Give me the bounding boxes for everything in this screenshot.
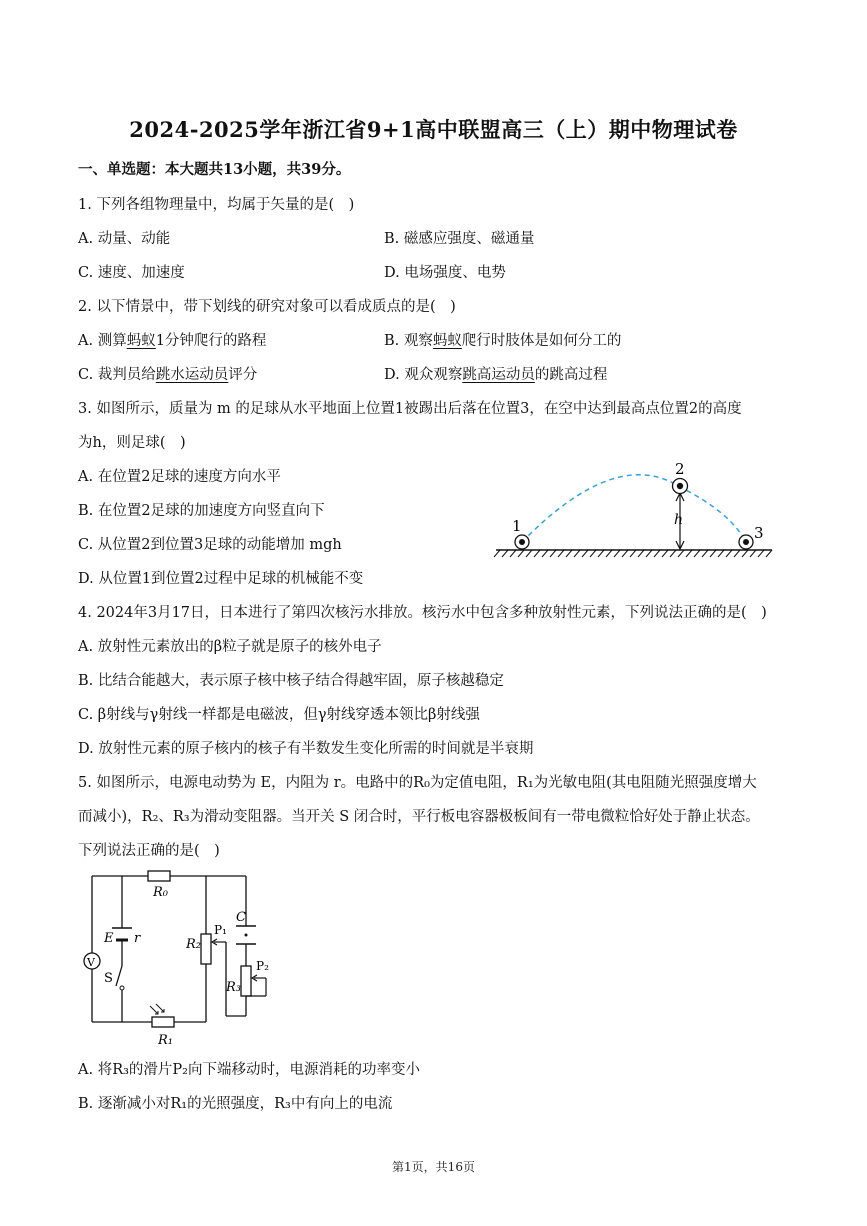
q1-option-a: A. 动量、动能 (78, 231, 171, 247)
q4-option-b: B. 比结合能越大，表示原子核中核子结合得越牢固，原子核越稳定 (78, 673, 504, 689)
q2-option-d: D. 观众观察跳高运动员的跳高过程 (384, 367, 608, 383)
svg-text:r: r (134, 931, 141, 946)
svg-text:V: V (87, 956, 95, 969)
label-position-1: 1 (512, 517, 522, 535)
q1-option-d: D. 电场强度、电势 (384, 265, 506, 281)
q3-stem-line1: 3. 如图所示，质量为 m 的足球从水平地面上位置1被踢出后落在位置3，在空中达到最高点位置2的高度 (78, 401, 742, 417)
trajectory-curve (522, 475, 746, 542)
q2-option-b: B. 观察蚂蚁爬行时肢体是如何分工的 (384, 333, 622, 349)
q5-option-b: B. 逐渐减小对R₁的光照强度，R₃中有向上的电流 (78, 1096, 393, 1112)
q5-option-a: A. 将R₃的滑片P₂向下端移动时，电源消耗的功率变小 (78, 1062, 420, 1078)
page-title: 2024-2025学年浙江省9+1高中联盟高三（上）期中物理试卷 (129, 117, 738, 142)
q2-option-c: C. 裁判员给跳水运动员评分 (78, 367, 258, 383)
label-height: h (674, 512, 684, 528)
q4-option-a: A. 放射性元素放出的β粒子就是原子的核外电子 (78, 639, 382, 655)
projectile-figure (490, 456, 780, 564)
switch-s (116, 966, 122, 986)
page-footer: 第1页，共16页 (392, 1160, 475, 1174)
q2-stem: 2. 以下情景中，带下划线的研究对象可以看成质点的是( ) (78, 299, 456, 315)
svg-text:R₀: R₀ (153, 885, 168, 900)
photoresistor-r1 (152, 1017, 174, 1027)
rheostat-r3 (241, 966, 251, 996)
label-position-3: 3 (754, 524, 764, 542)
q1-option-c: C. 速度、加速度 (78, 265, 185, 281)
q1-option-b: B. 磁感应强度、磁通量 (384, 231, 535, 247)
label-position-2: 2 (675, 460, 685, 478)
svg-text:S: S (104, 971, 113, 986)
svg-text:P₁: P₁ (214, 923, 227, 937)
q3-option-a: A. 在位置2足球的速度方向水平 (78, 469, 281, 485)
q4-option-c: C. β射线与γ射线一样都是电磁波，但γ射线穿透本领比β射线强 (78, 707, 480, 723)
svg-text:E: E (104, 931, 114, 946)
ball-position-2 (673, 479, 688, 494)
q4-option-d: D. 放射性元素的原子核内的核子有半数发生变化所需的时间就是半衰期 (78, 741, 534, 757)
section-heading: 一、单选题：本大题共13小题，共39分。 (78, 161, 351, 178)
rheostat-r2 (201, 934, 211, 964)
q5-stem-line3: 下列说法正确的是( ) (78, 843, 220, 859)
svg-text:R₃: R₃ (226, 980, 241, 995)
ball-position-1 (515, 535, 529, 549)
circuit-figure (76, 866, 286, 1048)
svg-text:R₁: R₁ (158, 1033, 173, 1048)
q3-stem-line2: 为h，则足球( ) (78, 435, 186, 451)
ball-position-3 (739, 535, 753, 549)
q1-stem: 1. 下列各组物理量中，均属于矢量的是( ) (78, 197, 355, 213)
ground-hatching (494, 550, 772, 557)
q3-option-c: C. 从位置2到位置3足球的动能增加 mgh (78, 537, 342, 553)
q3-option-d: D. 从位置1到位置2过程中足球的机械能不变 (78, 571, 364, 587)
svg-text:R₂: R₂ (186, 937, 201, 952)
q4-stem: 4. 2024年3月17日，日本进行了第四次核污水排放。核污水中包含多种放射性元素，下列说法正确的是( ) (78, 605, 767, 621)
svg-text:C: C (236, 910, 246, 925)
q5-stem-line2: 而减小)，R₂、R₃为滑动变阻器。当开关 S 闭合时，平行板电容器极板间有一带电微粒恰好处于静止状态。 (78, 809, 760, 825)
q2-option-a: A. 测算蚂蚁1分钟爬行的路程 (78, 333, 267, 349)
svg-text:P₂: P₂ (256, 959, 269, 973)
q5-stem-line1: 5. 如图所示，电源电动势为 E，内阻为 r。电路中的R₀为定值电阻，R₁为光敏电阻(其电阻随光照强度增大 (78, 775, 757, 791)
q3-option-b: B. 在位置2足球的加速度方向竖直向下 (78, 503, 325, 519)
resistor-r0 (148, 871, 170, 881)
